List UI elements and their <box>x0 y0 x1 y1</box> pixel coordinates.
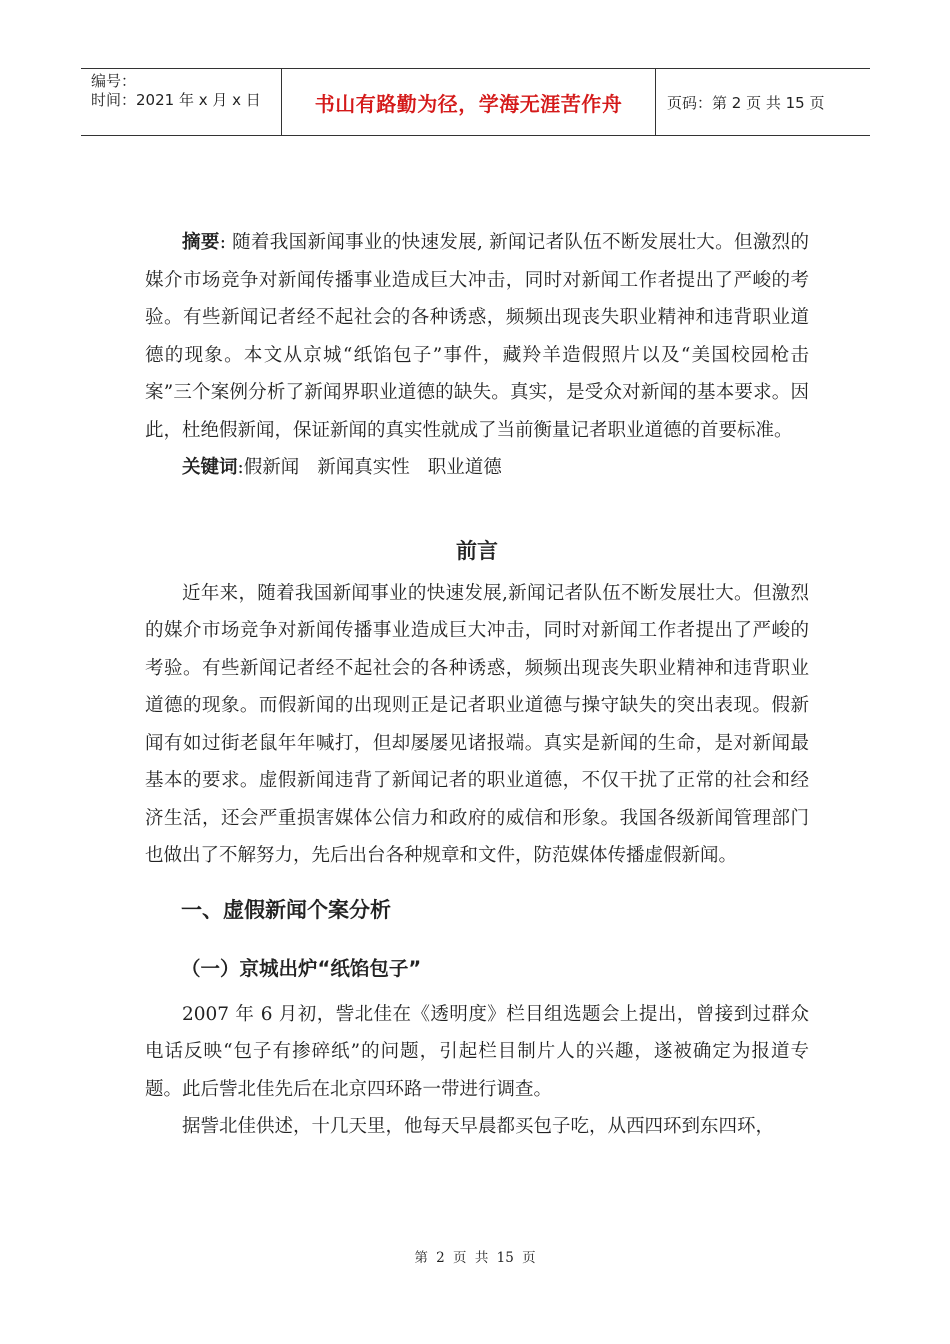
document-body <box>145 224 809 1146</box>
header-motto: 书山有路勤为径，学海无涯苦作舟 <box>314 91 623 116</box>
preface-title: 前言 <box>456 538 498 563</box>
keywords-separator: : <box>237 457 244 478</box>
header-page-info: 页码：第 2 页 共 15 页 <box>667 93 825 112</box>
keyword-item: 职业道德 <box>427 457 502 478</box>
subsection-heading: （一）京城出炉“纸馅包子” <box>181 956 422 980</box>
document-number-label: 编号： <box>91 72 137 90</box>
page-footer: 第 2 页 共 15 页 <box>414 1250 536 1266</box>
abstract-text: : 随着我国新闻事业的快速发展, 新闻记者队伍不断发展壮大。但激烈的媒介市场竞争对新闻传播事业造成巨大冲击，同时对新闻工作者提出了严峻的考验。有些新闻记者经不起社会的各种诱惑，频频出现丧失职业精神和违背职业道德的现象。本文从京城“纸馅包子”事件，藏羚羊造假照片以及“美国校园枪击案”三个案例分析了新闻界职业道德的缺失。真实，是受众对新闻的基本要求。因此，杜绝假新闻，保证新闻的真实性就成了当前衡量记者职业道德的首要标准。 <box>145 232 809 441</box>
preface-paragraph: 近年来，随着我国新闻事业的快速发展,新闻记者队伍不断发展壮大。但激烈的媒介市场竞争对新闻传播事业造成巨大冲击，同时对新闻工作者提出了严峻的考验。有些新闻记者经不起社会的各种诱惑，频频出现丧失职业精神和违背职业道德的现象。而假新闻的出现则正是记者职业道德与操守缺失的突出表现。假新闻有如过街老鼠年年喊打，但却屡屡见诸报端。真实是新闻的生命，是对新闻最基本的要求。虚假新闻违背了新闻记者的职业道德，不仅干扰了正常的社会和经济生活，还会严重损害媒体公信力和政府的威信和形象。我国各级新闻管理部门也做出了不解努力，先后出台各种规章和文件，防范媒体传播虚假新闻。 <box>145 582 809 866</box>
keyword-item: 新闻真实性 <box>317 457 410 478</box>
keyword-item: 假新闻 <box>243 457 300 478</box>
document-date: 时间：2021 年 x 月 x 日 <box>91 91 261 109</box>
keywords-label: 关键词 <box>182 457 238 478</box>
body-paragraph: 2007 年 6 月初，訾北佳在《透明度》栏目组选题会上提出，曾接到过群众电话反映“包子有掺碎纸”的问题，引起栏目制片人的兴趣，遂被确定为报道专题。此后訾北佳先后在北京四环路一带进行调查。 <box>145 1003 809 1100</box>
section-heading: 一、虚假新闻个案分析 <box>181 897 391 922</box>
header-meta-cell <box>81 69 282 135</box>
abstract-label: 摘要 <box>182 232 220 253</box>
header-motto-cell <box>282 69 656 135</box>
body-paragraph: 据訾北佳供述，十几天里，他每天早晨都买包子吃，从西四环到东四环， <box>182 1116 775 1137</box>
abstract-paragraph <box>145 224 809 449</box>
page-header <box>81 68 870 136</box>
header-page-cell <box>656 69 870 135</box>
keywords-line <box>145 449 809 487</box>
